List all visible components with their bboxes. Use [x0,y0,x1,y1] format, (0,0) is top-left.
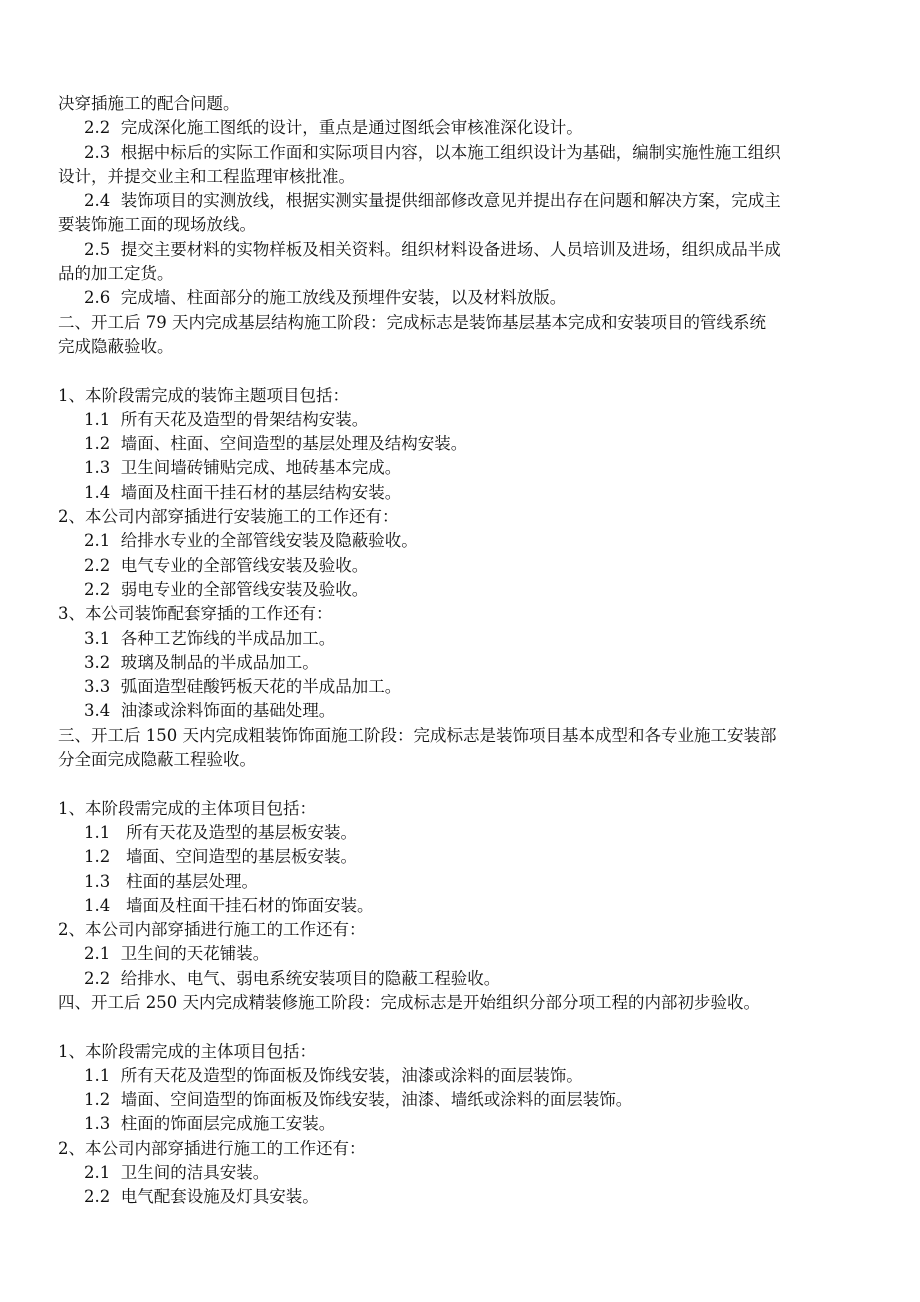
text-line: 四、开工后 250 天内完成精装修施工阶段：完成标志是开始组织分部分项工程的内部初步验收。 [58,992,760,1012]
text-line: 三、开工后 150 天内完成粗装饰饰面施工阶段：完成标志是装饰项目基本成型和各专业施工安装部 [58,725,777,745]
text-line: 1.1 所有天花及造型的饰面板及饰线安装，油漆或涂料的面层装饰。 [84,1065,583,1085]
text-line: 2、本公司内部穿插进行施工的工作还有： [58,1138,366,1158]
text-line: 2.6 完成墙、柱面部分的施工放线及预埋件安装，以及材料放版。 [84,288,567,308]
text-line: 分全面完成隐蔽工程验收。 [58,750,256,770]
text-line: 2.5 提交主要材料的实物样板及相关资料。组织材料设备进场、人员培训及进场，组织成品半成 [84,239,781,259]
text-line: 1.4 墙面及柱面干挂石材的基层结构安装。 [84,482,402,502]
text-line: 1、本阶段需完成的装饰主题项目包括： [58,385,349,405]
text-line: 1、本阶段需完成的主体项目包括： [58,1041,316,1061]
text-line: 2.4 装饰项目的实测放线，根据实测实量提供细部修改意见并提出存在问题和解决方案，完成主 [84,191,781,211]
text-line: 2、本公司内部穿插进行安装施工的工作还有： [58,507,399,527]
text-line: 3.2 玻璃及制品的半成品加工。 [84,652,319,672]
text-line: 3.3 弧面造型硅酸钙板天花的半成品加工。 [84,677,402,697]
text-line: 设计，并提交业主和工程监理审核批准。 [58,166,355,186]
blank-line [58,772,863,796]
text-line: 1.2 墙面、空间造型的饰面板及饰线安装，油漆、墙纸或涂料的面层装饰。 [84,1090,633,1110]
text-line: 2.3 根据中标后的实际工作面和实际项目内容，以本施工组织设计为基础，编制实施性施工组织 [84,142,781,162]
text-line: 2.1 给排水专业的全部管线安装及隐蔽验收。 [84,531,418,551]
text-line: 2.2 完成深化施工图纸的设计，重点是通过图纸会审核准深化设计。 [84,118,583,138]
text-line: 1.4 墙面及柱面干挂石材的饰面安装。 [84,895,374,915]
text-line: 1.2 墙面、空间造型的基层板安装。 [84,847,357,867]
text-line: 3.1 各种工艺饰线的半成品加工。 [84,628,336,648]
text-line: 2.1 卫生间的天花铺装。 [84,944,270,964]
text-line: 3、本公司装饰配套穿插的工作还有： [58,604,333,624]
text-line: 1.1 所有天花及造型的骨架结构安装。 [84,409,369,429]
text-line: 2.2 给排水、电气、弱电系统安装项目的隐蔽工程验收。 [84,968,501,988]
text-line: 2.1 卫生间的洁具安装。 [84,1163,270,1183]
text-line: 1.2 墙面、柱面、空间造型的基层处理及结构安装。 [84,434,468,454]
blank-line [58,1015,863,1039]
text-line: 2、本公司内部穿插进行施工的工作还有： [58,920,366,940]
text-line: 二、开工后 79 天内完成基层结构施工阶段：完成标志是装饰基层基本完成和安装项目的管线系统 [58,312,766,332]
text-line: 1、本阶段需完成的主体项目包括： [58,798,316,818]
text-line: 2.2 电气专业的全部管线安装及验收。 [84,555,369,575]
text-line: 3.4 油漆或涂料饰面的基础处理。 [84,701,336,721]
text-line: 品的加工定货。 [58,264,174,284]
blank-line [58,359,863,383]
text-line: 1.3 柱面的饰面层完成施工安装。 [84,1114,336,1134]
text-line: 1.3 柱面的基层处理。 [84,871,258,891]
text-line: 2.2 电气配套设施及灯具安装。 [84,1187,319,1207]
text-line: 2.2 弱电专业的全部管线安装及验收。 [84,579,369,599]
text-line: 1.1 所有天花及造型的基层板安装。 [84,822,357,842]
text-line: 完成隐蔽验收。 [58,336,174,356]
text-line: 决穿插施工的配合问题。 [58,94,240,113]
text-line: 要装饰施工面的现场放线。 [58,215,256,235]
text-line: 1.3 卫生间墙砖铺贴完成、地砖基本完成。 [84,458,402,478]
document-body [58,92,863,1210]
